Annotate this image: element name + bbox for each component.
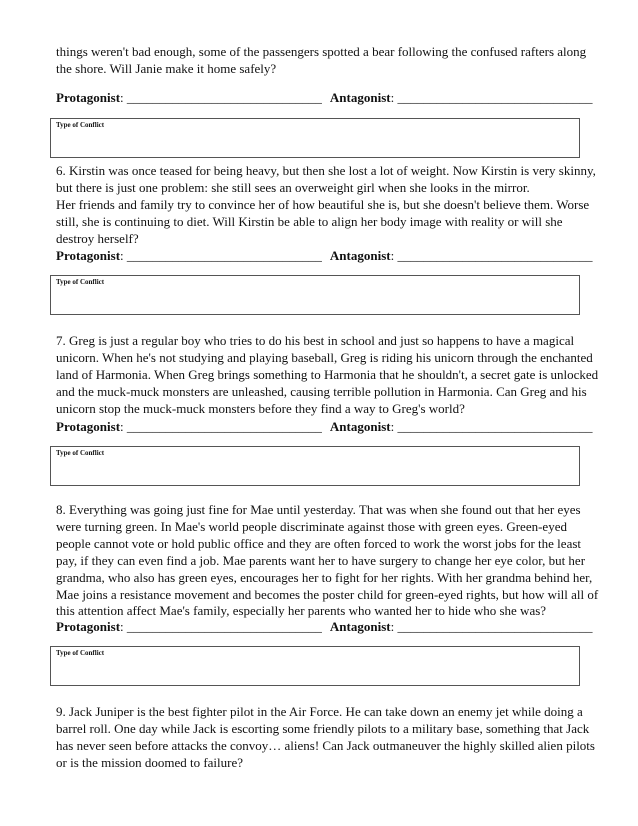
passage-line: people cannot vote or hold public office and they are often forced to work the worst jobs for the least [56,535,582,551]
antagonist-label: Antagonist [329,248,391,263]
passage-line: barrel roll. One day while Jack is escorting some friendly pilots to a military base, something that Jack [56,720,590,736]
passage-9 [56,704,595,772]
passage-line: or is the mission doomed to failure? [56,754,244,770]
protagonist-blank[interactable]: ______________________________ [126,248,322,263]
antagonist-blank[interactable]: ______________________________ [397,248,593,263]
passage-line: this attention affect Mae's family, especially her parents who wanted her to hide who she was? [56,603,547,619]
passage-line: pay, if they can even find a job. Mae parents want her to have surgery to change her eye color, but her [56,552,586,568]
conflict-box-label: Type of Conflict [56,649,105,657]
passage-line: but there is just one problem: she still sees an overweight girl when she looks in the mirror. [56,179,530,195]
passage-line: were turning green. In Mae's world people discriminate against those with green eyes. Green-eyed [56,518,567,534]
answer-row-6: Protagonist: ______________________________ Antagonist: ______________________________ [56,248,593,263]
passage-7 [56,333,599,418]
passage-line: unicorn stop the muck-muck monsters before they find a way to Greg's world? [56,400,465,416]
passage-line: 6. Kirstin was once teased for being heavy, but then she lost a lot of weight. Now Kirstin is very skinny, [56,163,596,178]
protagonist-blank[interactable]: ______________________________ [126,90,322,105]
protagonist-blank[interactable]: ______________________________ [126,419,322,434]
conflict-box-5[interactable] [50,118,580,158]
conflict-box-label: Type of Conflict [56,278,105,286]
passage-line: 7. Greg is just a regular boy who tries to do his best in school and just so happens to have a magical [56,333,575,348]
antagonist-label: Antagonist [329,419,391,434]
passage-5-continued [56,44,587,78]
protagonist-blank[interactable]: ______________________________ [126,619,322,634]
conflict-box-6[interactable] [50,275,580,315]
passage-line: 8. Everything was going just fine for Mae until yesterday. That was when she found out that her eyes [56,502,581,517]
passage-6 [56,163,596,248]
antagonist-blank[interactable]: ______________________________ [397,419,593,434]
passage-line: destroy herself? [56,230,139,246]
answer-row-8: Protagonist: ______________________________ Antagonist: ______________________________ [56,619,593,634]
protagonist-label: Protagonist [56,248,121,263]
antagonist-label: Antagonist [329,90,391,105]
conflict-box-label: Type of Conflict [56,449,105,457]
antagonist-blank[interactable]: ______________________________ [397,619,593,634]
passage-line: Her friends and family try to convince her of how beautiful she is, but she doesn't believe them. Worse [56,196,590,212]
passage-line: Mae joins a resistance movement and becomes the poster child for green-eyed rights, but how will all of [56,586,599,602]
passage-line: grandma, who also has green eyes, encourages her to fight for her rights. With her grandma behind her, [56,569,593,585]
passage-line: the shore. Will Janie make it home safely? [56,60,277,76]
passage-line: unicorn. When he's not studying and playing baseball, Greg is riding his unicorn through the enchanted [56,349,593,365]
answer-row-5: Protagonist: ______________________________ Antagonist: ______________________________ [56,90,593,105]
antagonist-label: Antagonist [329,619,391,634]
passage-line: 9. Jack Juniper is the best fighter pilot in the Air Force. He can take down an enemy jet while doing a [56,704,583,719]
antagonist-blank[interactable]: ______________________________ [397,90,593,105]
conflict-box-label: Type of Conflict [56,121,105,129]
passage-line: still, she is continuing to diet. Will Kirstin be able to align her body image with reality or will she [56,213,563,229]
passage-line: and the muck-muck monsters are unleashed, causing terrible pollution in Harmonia. Can Greg and his [56,383,587,399]
passage-line: has never seen before attacks the convoy… aliens! Can Jack outmaneuver the highly skilled alien pilots [56,737,595,753]
passage-line: land of Harmonia. When Greg brings something to Harmonia that he shouldn't, a secret gate is unlocked [56,366,599,382]
protagonist-label: Protagonist [56,90,121,105]
protagonist-label: Protagonist [56,619,121,634]
conflict-box-8[interactable] [50,646,580,686]
protagonist-label: Protagonist [56,419,121,434]
answer-row-7: Protagonist: ______________________________ Antagonist: ______________________________ [56,419,593,434]
passage-line: things weren't bad enough, some of the passengers spotted a bear following the confused rafters along [56,44,587,59]
conflict-box-7[interactable] [50,446,580,486]
passage-8 [56,502,599,620]
